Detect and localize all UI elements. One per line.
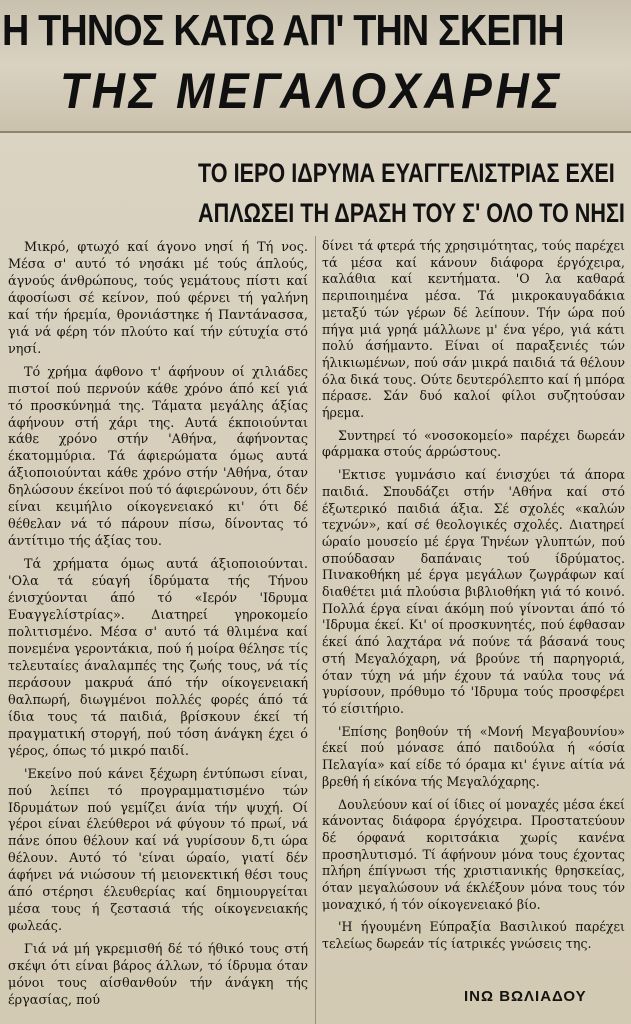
article-paragraph: Γιά νά μή γκρεμισθή δέ τό ήθικό τους στή σκέψι ότι είναι βάρος άλλων, τό ίδρυμα όταν μόνοι τους αίσθανθούν τήν άνάγκη τής έργασίας, πού: [8, 942, 308, 1008]
subheadline-line-2: ΑΠΛΩΣΕΙ ΤΗ ΔΡΑΣΗ ΤΟΥ Σ' ΟΛΟ ΤΟ ΝΗΣΙ: [198, 198, 625, 228]
article-paragraph: Δουλεύουν καί οί ίδιες οί μοναχές μέσα έκεί κάνοντας διάφορα έργόχειρα. Προστατεύουν δέ όρφανά κοριτσάκια χωρίς κανένα προσηλυτισμό. Τί άφήνουν μόνα τους έχοντας πλήρη έπίγνωσι τής χριστιανικής θρησκείας, όταν μεγαλώσουν νά έκλέξουν μόνα τους τόν μοναχικό, ή τόν οίκογενειακό βίο.: [322, 796, 625, 912]
article-paragraph: 'Εκείνο πού κάνει ξέχωρη έντύπωσι είναι, πού λείπει τό προγραμματισμένο τών Ιδρυμάτων πού γεμίζει άνία τήν ψυχή. Οί γέροι είναι έλεύθεροι νά φύγουν τό πρωί, νά πάνε όπου θέλουν καί νά γυρίσουν δ,τι ώρα θέλουν. Αυτό τό 'είναι ώραίο, γιατί δέν άφήνει νά νιώσουν τή μειονεκτική θέσι τους άπό στέρησι έλευθερίας καί δημιουργείται μέσα τους ή ζεστασιά τής οίκογενειακής φωλεάς.: [8, 766, 308, 935]
article-paragraph: Τά χρήματα όμως αυτά άξιοποιούνται. 'Ολα τά εύαγή ίδρύματα τής Τήνου ένισχύονται άπό τό «Ιερόν 'Ιδρυμα Ευαγγελίστρίας». Διατηρεί γηροκομείο πολιτισμένο. Μέσα σ' αυτό τά θλιμένα καί πονεμένα γεροντάκια, πού ή μοίρα θέλησε τίς τελευταίες άναλαμπές της ζωής τους, νά τίς περάσουν μακρυά άπό τήν οίκογενειακή θαλπωρή, διωγμένοι πολλές φορές άπό τά ίδια τους τά παιδιά, βρίσκουν έκεί τή πραγματική στοργή, πού τόση άνάγκη έχει ό γέρος, όπως τό μικρό παιδί.: [8, 557, 308, 759]
article-paragraph: Τό χρήμα άφθονο τ' άφήνουν οί χιλιάδες πιστοί πού περνούν κάθε χρόνο άπό κεί γιά τό προσκύνημά της. Τάματα μεγάλης άξίας άφήνουν στή χάρι της. Αυτά έκποιούνται κάθε χρόνο στήν 'Αθήνα, άφήνοντας έκατομμύρια. Τά άφιερώματα όμως αυτά άξιοποιούνται κάθε χρόνο στήν 'Αθήνα, όταν δηλώσουν έκείνοι πού τό άφιερώνουν, ότι δέν είναι κειμήλιο οίκογενειακό κι' ότι δέ θέθελαν νά τό πάρουν πίσω, δίνοντας τό άντίτιμο τής άξίας του.: [8, 364, 309, 550]
article-paragraph: Συντηρεί τό «νοσοκομείο» παρέχει δωρεάν φάρμακα στούς άρρώστους.: [322, 427, 625, 460]
article-paragraph: δίνει τά φτερά τής χρησιμότητας, τούς παρέχει τά μέσα καί κάνουν διάφορα έργόχειρα, καλάθια καί κεντήματα. 'Ο λα καθαρά περιποιημένα μέσα. Τά μικροκαυγαδάκια μεταξύ τών γέρων δέ λείπουν. Τήν ώρα πού πήγα μιά γρηά μάλλωνε μ' ένα γέρο, γιά κάτι πολύ άσήμαντο. Είναι οί παραξενιές τών ήλικιωμένων, πού σάν μικρά παιδιά τά θέλουν όλα δικά τους. Ούτε δευτερόλεπτο καί ή μπόρα πέρασε. Σάν δυό καλοί φίλοι συζητούσαν ήρεμα.: [322, 238, 625, 421]
article-right-column: [322, 238, 625, 959]
article-paragraph: Μικρό, φτωχό καί άγονο νησί ή Τή νος. Μέσα σ' αυτό τό νησάκι μέ τούς άπλούς, άγνούς άνθρώπους, τούς γεμάτους πίστι καί άφοσίωσι σέ κείνον, πού φέρνει τή γαλήνη καί τήν ήρεμία, θρονιάστηκε ή Παντάνασσα, γιά νά φέρη τόν πλούτο καί τήν εύτυχία στό νησί.: [8, 240, 308, 357]
headline-line-2: ΤΗΣ ΜΕΓΑΛΟΧΑΡΗΣ: [60, 63, 564, 119]
column-divider: [315, 236, 316, 1024]
headline-banner: [0, 0, 631, 133]
article-paragraph: 'Εκτισε γυμνάσιο καί ένισχύει τά άπορα παιδιά. Σπουδάζει στήν 'Αθήνα καί στό έξωτερικό παιδιά άξια. Σέ σχολές «καλών τεχνών», καί σέ θεολογικές σχολές. Διατηρεί ώραίο μουσείο μέ έργα Τηνέων γλυπτών, πού σπούδασαν δαπάναις τού ίδρύματος. Πινακοθήκη μέ έργα μεγάλων ζωγράφων καί διαθέτει μιά πλούσια βιβλιοθήκη γιά τό κοινό. Πολλά έργα είναι άκόμη πού γίνονται άπό τό 'Ιδρυμα έκεί. Κι' οί προσκυνητές, πού έφθασαν έκεί άπό λαχτάρα νά πούνε τά βάσανά τους στή Μεγαλόχαρη, νά βρούνε τή παρηγοριά, όταν τύχη νά μήν έχουν τά ναύλα τους νά γυρίσουν, πρόθυμο τό 'Ιδρυμα τούς προσφέρει τό είσιτήριο.: [322, 467, 625, 716]
subheadline-line-1: ΤΟ ΙΕΡΟ ΙΔΡΥΜΑ ΕΥΑΓΓΕΛΙΣΤΡΙΑΣ ΕΧΕΙ: [198, 158, 615, 188]
article-paragraph: 'Η ήγουμένη Εύπραξία Βασιλικού παρέχει τελείως δωρεάν τίς ίατρικές γνώσεις της.: [322, 919, 625, 952]
article-left-column: [8, 240, 308, 1016]
headline-line-1: Η ΤΗΝΟΣ ΚΑΤΩ ΑΠ' ΤΗΝ ΣΚΕΠΗ: [2, 6, 564, 55]
article-paragraph: 'Επίσης βοηθούν τή «Μονή Μεγαβουνίου» έκεί πού μόνασε άπό παιδούλα ή «όσία Πελαγία» καί είδε τό όραμα κι' έγινε αίτία νά βρεθή ή είκόνα τής Μεγαλόχαρης.: [322, 723, 625, 789]
author-byline: ΙΝΩ ΒΩΛΙΑΔΟΥ: [464, 988, 587, 1005]
